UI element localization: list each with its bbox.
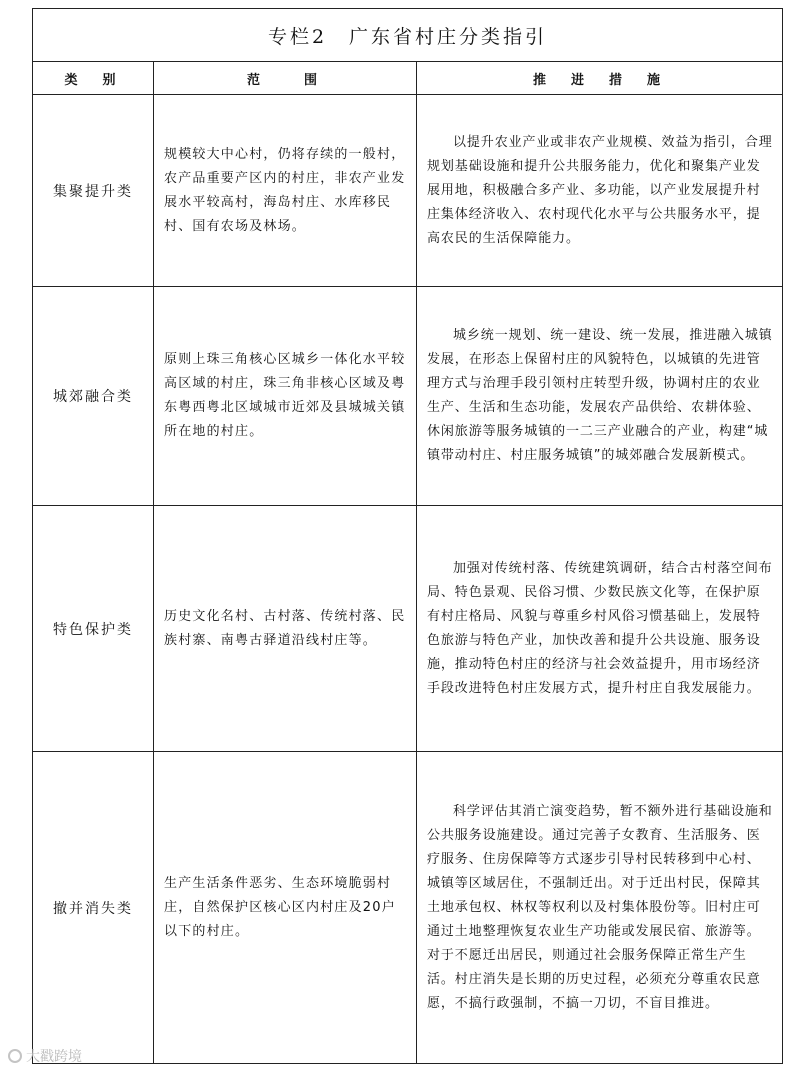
table-title: 专栏2 广东省村庄分类指引 [33, 9, 783, 62]
measures-cell: 加强对传统村落、传统建筑调研，结合古村落空间布局、特色景观、民俗习惯、少数民族文化等，在保护原有村庄格局、风貌与尊重乡村风俗习惯基础上，发展特色旅游与特色产业，加快改善和提升公共设施、服务设施，推动特色村庄的经济与社会效益提升，用市场经济手段改进特色村庄发展方式，提升村庄自我发展能力。 [417, 506, 783, 752]
title-row [33, 9, 783, 62]
table-row [33, 506, 783, 752]
table-row [33, 95, 783, 287]
header-row [33, 62, 783, 95]
category-cell: 撤并消失类 [33, 752, 154, 1064]
scope-cell: 规模较大中心村，仍将存续的一般村，农产品重要产区内的村庄，非农产业发展水平较高村，海岛村庄、水库移民村、国有农场及林场。 [154, 95, 417, 287]
header-scope: 范 围 [154, 62, 417, 95]
category-cell: 集聚提升类 [33, 95, 154, 287]
village-classification-table [32, 8, 783, 1064]
category-cell: 城郊融合类 [33, 287, 154, 506]
table-row [33, 752, 783, 1064]
category-cell: 特色保护类 [33, 506, 154, 752]
watermark-text: 大戳跨境 [26, 1049, 82, 1065]
scope-cell: 生产生活条件恶劣、生态环境脆弱村庄，自然保护区核心区内村庄及20户以下的村庄。 [154, 752, 417, 1064]
watermark [8, 1046, 82, 1066]
table-row [33, 287, 783, 506]
header-category: 类 别 [33, 62, 154, 95]
header-measures: 推 进 措 施 [417, 62, 783, 95]
measures-cell: 城乡统一规划、统一建设、统一发展，推进融入城镇发展，在形态上保留村庄的风貌特色，以城镇的先进管理方式与治理手段引领村庄转型升级，协调村庄的农业生产、生活和生态功能，发展农产品供给、农耕体验、休闲旅游等服务城镇的一二三产业融合的产业，构建“城镇带动村庄、村庄服务城镇”的城郊融合发展新模式。 [417, 287, 783, 506]
measures-cell: 科学评估其消亡演变趋势，暂不额外进行基础设施和公共服务设施建设。通过完善子女教育、生活服务、医疗服务、住房保障等方式逐步引导村民转移到中心村、城镇等区域居住，不强制迁出。对于迁出村民，保障其土地承包权、林权等权利以及村集体股份等。旧村庄可通过土地整理恢复农业生产功能或发展民宿、旅游等。对于不愿迁出居民，则通过社会服务保障正常生产生活。村庄消失是长期的历史过程，必须充分尊重农民意愿，不搞行政强制，不搞一刀切，不盲目推进。 [417, 752, 783, 1064]
scope-cell: 原则上珠三角核心区城乡一体化水平较高区域的村庄，珠三角非核心区域及粤东粤西粤北区域城市近郊及县城城关镇所在地的村庄。 [154, 287, 417, 506]
watermark-logo-icon [8, 1049, 22, 1063]
measures-cell: 以提升农业产业或非农产业规模、效益为指引，合理规划基础设施和提升公共服务能力，优化和聚集产业发展用地，积极融合多产业、多功能，以产业发展提升村庄集体经济收入、农村现代化水平与公共服务水平，提高农民的生活保障能力。 [417, 95, 783, 287]
scope-cell: 历史文化名村、古村落、传统村落、民族村寨、南粤古驿道沿线村庄等。 [154, 506, 417, 752]
